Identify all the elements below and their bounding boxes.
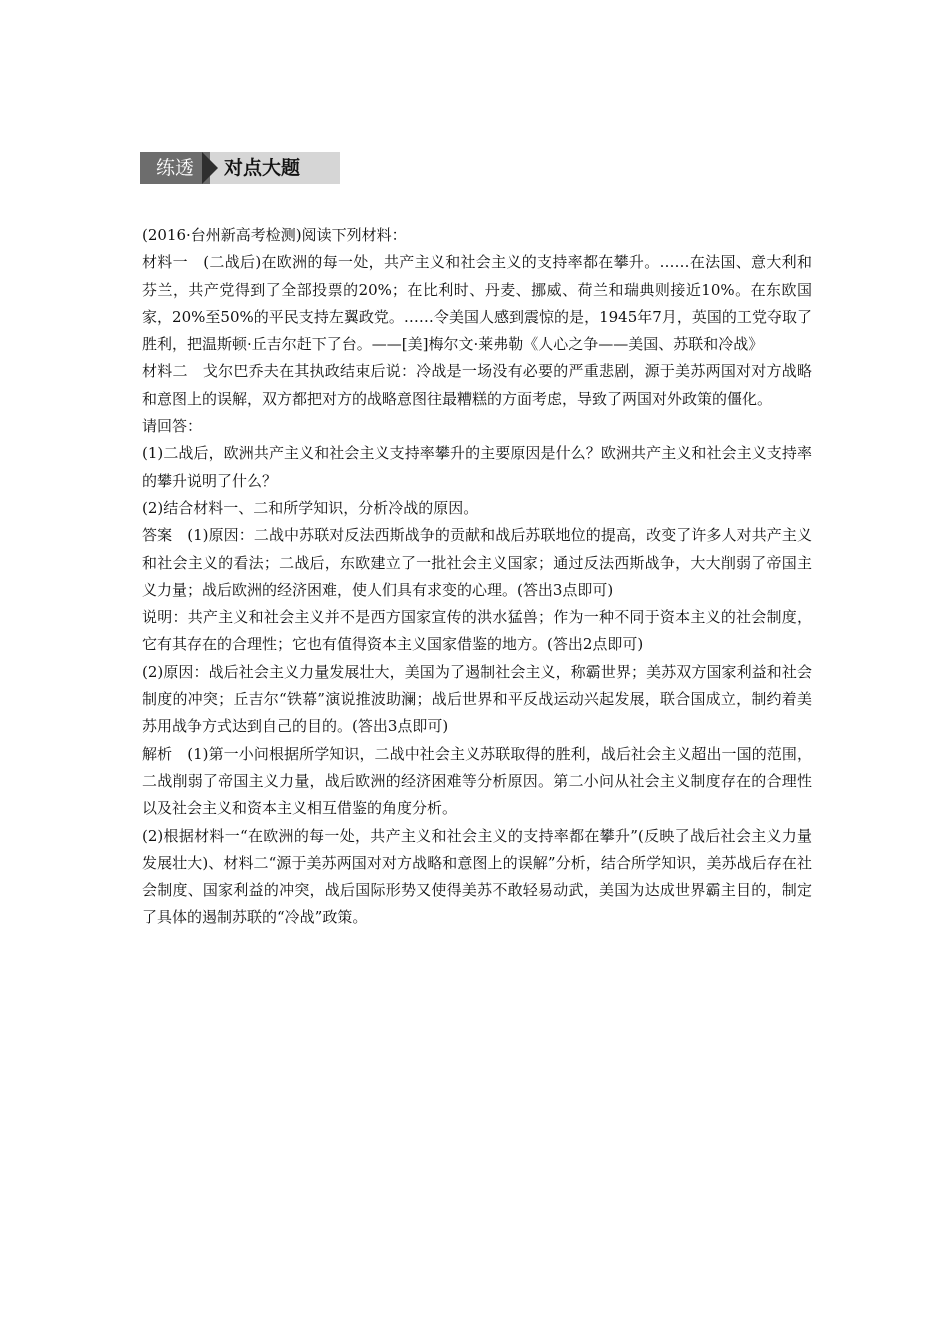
question-source: (2016·台州新高考检测)阅读下列材料： [142, 226, 407, 244]
answer-part-two: (2)原因：战后社会主义力量发展壮大，美国为了遏制社会主义，称霸世界；美苏双方国家利益和社会制度的冲突；丘吉尔“铁幕”演说推波助澜；战后世界和平反战运动兴起发展，联合国成立，制约着美苏用战争方式达到自己的目的。(答出3点即可) [142, 662, 812, 736]
answer-part-one: 答案 (1)原因：二战中苏联对反法西斯战争的贡献和战后苏联地位的提高，改变了许多人对共产主义和社会主义的看法；二战后，东欧建立了一批社会主义国家；通过反法西斯战争，大大削弱了帝国主义力量；战后欧洲的经济困难，使人们具有求变的心理。(答出3点即可) [142, 526, 812, 599]
section-banner [140, 152, 340, 184]
analysis-part-one: 解析 (1)第一小问根据所学知识，二战中社会主义苏联取得的胜利，战后社会主义超出一国的范围，二战削弱了帝国主义力量，战后欧洲的经济困难等分析原因。第二小问从社会主义制度存在的合理性以及社会主义和资本主义相互借鉴的角度分析。 [142, 744, 812, 818]
answer-explanation: 说明：共产主义和社会主义并不是西方国家宣传的洪水猛兽；作为一种不同于资本主义的社会制度，它有其存在的合理性；它也有值得资本主义国家借鉴的地方。(答出2点即可) [142, 608, 812, 654]
prompt-label: 请回答： [142, 417, 203, 436]
section-title: 对点大题 [224, 157, 301, 179]
material-two: 材料二 戈尔巴乔夫在其执政结束后说：冷战是一场没有必要的严重悲剧，源于美苏两国对对方战略和意图上的误解，双方都把对方的战略意图往最糟糕的方面考虑，导致了两国对外政策的僵化。 [142, 362, 812, 408]
section-tag: 练透 [140, 152, 210, 184]
material-one: 材料一 (二战后)在欧洲的每一处，共产主义和社会主义的支持率都在攀升。……在法国、意大利和芬兰，共产党得到了全部投票的20%；在比利时、丹麦、挪威、荷兰和瑞典则接近10%。在东欧国家，20%至50%的平民支持左翼政党。……令美国人感到震惊的是，1945年7月，英国的工党夺取了胜利，把温斯顿·丘吉尔赶下了台。——[美]梅尔文·莱弗勒《人心之争——美国、苏联和冷战》 [142, 253, 812, 354]
question-two: (2)结合材料一、二和所学知识，分析冷战的原因。 [142, 498, 479, 517]
question-content [142, 222, 812, 932]
analysis-part-two: (2)根据材料一“在欧洲的每一处，共产主义和社会主义的支持率都在攀升”(反映了战后社会主义力量发展壮大)、材料二“源于美苏两国对对方战略和意图上的误解”分析，结合所学知识，美苏战后存在社会制度、国家利益的冲突，战后国际形势又使得美苏不敢轻易动武，美国为达成世界霸主目的，制定了具体的遏制苏联的“冷战”政策。 [142, 826, 812, 927]
arrow-icon [202, 152, 218, 184]
question-one: (1)二战后，欧洲共产主义和社会主义支持率攀升的主要原因是什么？欧洲共产主义和社会主义支持率的攀升说明了什么？ [142, 444, 812, 490]
